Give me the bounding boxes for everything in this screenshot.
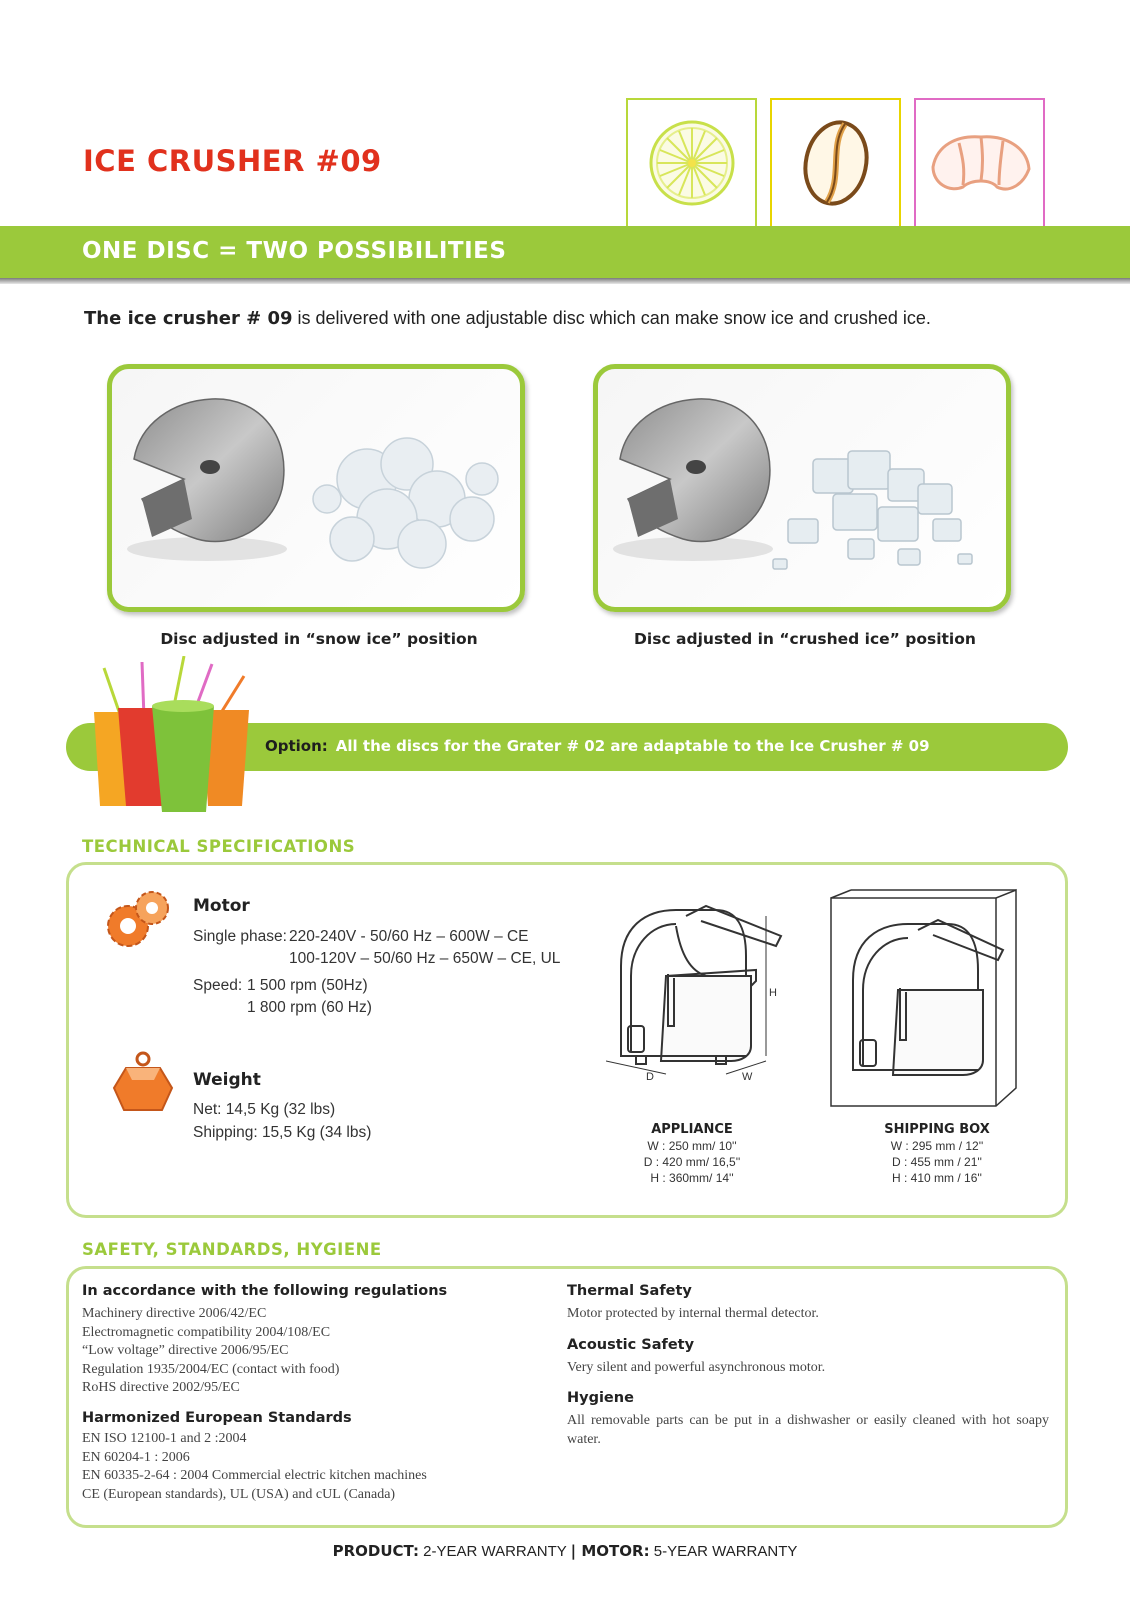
option-description: All the discs for the Grater # 02 are adaptable to the Ice Crusher # 09: [335, 737, 930, 755]
intro-rest: is delivered with one adjustable disc which can make snow ice and crushed ice.: [292, 308, 931, 328]
footer-separator: |: [570, 1542, 577, 1560]
standards-list: [82, 1430, 427, 1504]
appliance-diagram: [606, 896, 806, 1111]
phase-line-1: 220-240V - 50/60 Hz – 600W – CE: [289, 928, 529, 945]
option-label: Option:: [265, 737, 328, 755]
regulation-item: Machinery directive 2006/42/EC: [82, 1306, 267, 1321]
warranty-footer: [0, 1542, 1130, 1560]
weight-icon: [110, 1050, 176, 1121]
dim-d-label: D: [646, 1071, 654, 1083]
shipping-box-h: H : 410 mm / 16'': [892, 1171, 982, 1185]
hygiene-text: All removable parts can be put in a dishwasher or easily cleaned with hot soapy water.: [567, 1413, 1049, 1447]
option-text: [265, 737, 930, 755]
standard-item: EN ISO 12100-1 and 2 :2004: [82, 1431, 247, 1446]
regulation-item: “Low voltage” directive 2006/95/EC: [82, 1343, 289, 1358]
band-shadow: [0, 278, 1130, 284]
tech-specs-heading: TECHNICAL SPECIFICATIONS: [82, 837, 356, 856]
intro-text: [84, 308, 931, 329]
thermal-title: Thermal Safety: [567, 1283, 692, 1299]
snow-ice-photo: [107, 364, 525, 612]
speed-label: Speed:: [193, 977, 243, 994]
shipping-box-title: SHIPPING BOX: [884, 1122, 990, 1137]
intro-bold: The ice crusher # 09: [84, 308, 293, 329]
standard-item: EN 60204-1 : 2006: [82, 1449, 190, 1465]
phase-line-2: 100-120V – 50/60 Hz – 650W – CE, UL: [289, 950, 561, 967]
thermal-text: Motor protected by internal thermal detector.: [567, 1306, 819, 1321]
snow-ice-caption: Disc adjusted in “snow ice” position: [160, 630, 478, 648]
product-warranty: 2-YEAR WARRANTY: [418, 1543, 571, 1560]
standard-item: EN 60335-2-64 : 2004 Commercial electric kitchen machines: [82, 1468, 427, 1483]
weight-net: Net: 14,5 Kg (32 lbs): [193, 1101, 336, 1118]
phase-label: Single phase:: [193, 928, 287, 945]
hygiene-title: Hygiene: [567, 1390, 634, 1406]
shipping-box-w: W : 295 mm / 12'': [890, 1139, 984, 1153]
standards-title: Harmonized European Standards: [82, 1410, 352, 1426]
motor-label: MOTOR:: [576, 1542, 650, 1560]
appliance-title: APPLIANCE: [651, 1122, 733, 1137]
regulations-title: In accordance with the following regulations: [82, 1283, 448, 1299]
regulation-item: Regulation 1935/2004/EC (contact with food): [82, 1361, 340, 1377]
acoustic-title: Acoustic Safety: [567, 1337, 695, 1353]
lemon-slice-icon: [625, 97, 758, 227]
weight-shipping: Shipping: 15,5 Kg (34 lbs): [193, 1124, 372, 1141]
weight-title: Weight: [193, 1070, 261, 1090]
motor-title: Motor: [193, 896, 250, 916]
appliance-h: H : 360mm/ 14'': [650, 1171, 734, 1185]
appliance-w: W : 250 mm/ 10'': [647, 1139, 737, 1153]
safety-heading: SAFETY, STANDARDS, HYGIENE: [82, 1240, 382, 1259]
dim-h-label: H: [769, 987, 777, 999]
motor-warranty: 5-YEAR WARRANTY: [649, 1543, 798, 1560]
appliance-d: D : 420 mm/ 16,5'': [643, 1155, 741, 1169]
coffee-bean-icon: [769, 97, 902, 227]
product-label: PRODUCT:: [332, 1542, 419, 1560]
shipping-box-diagram: [826, 888, 1026, 1113]
croissant-icon: [913, 97, 1046, 227]
speed-line-1: 1 500 rpm (50Hz): [247, 977, 368, 994]
acoustic-text: Very silent and powerful asynchronous motor.: [567, 1360, 826, 1375]
shipping-box-d: D : 455 mm / 21'': [892, 1155, 982, 1169]
regulation-item: Electromagnetic compatibility 2004/108/EC: [82, 1324, 331, 1340]
crushed-ice-photo: [593, 364, 1011, 612]
standard-item: CE (European standards), UL (USA) and cUL (Canada): [82, 1486, 396, 1502]
band-title: ONE DISC = TWO POSSIBILITIES: [82, 238, 507, 264]
slush-drinks-image: [84, 656, 264, 816]
regulations-list: [82, 1305, 339, 1398]
page-title: ICE CRUSHER #09: [83, 144, 382, 178]
dim-w-label: W: [742, 1071, 753, 1083]
regulation-item: RoHS directive 2002/95/EC: [82, 1380, 240, 1395]
crushed-ice-caption: Disc adjusted in “crushed ice” position: [634, 630, 976, 648]
speed-line-2: 1 800 rpm (60 Hz): [247, 999, 372, 1016]
gears-icon: [104, 884, 174, 969]
